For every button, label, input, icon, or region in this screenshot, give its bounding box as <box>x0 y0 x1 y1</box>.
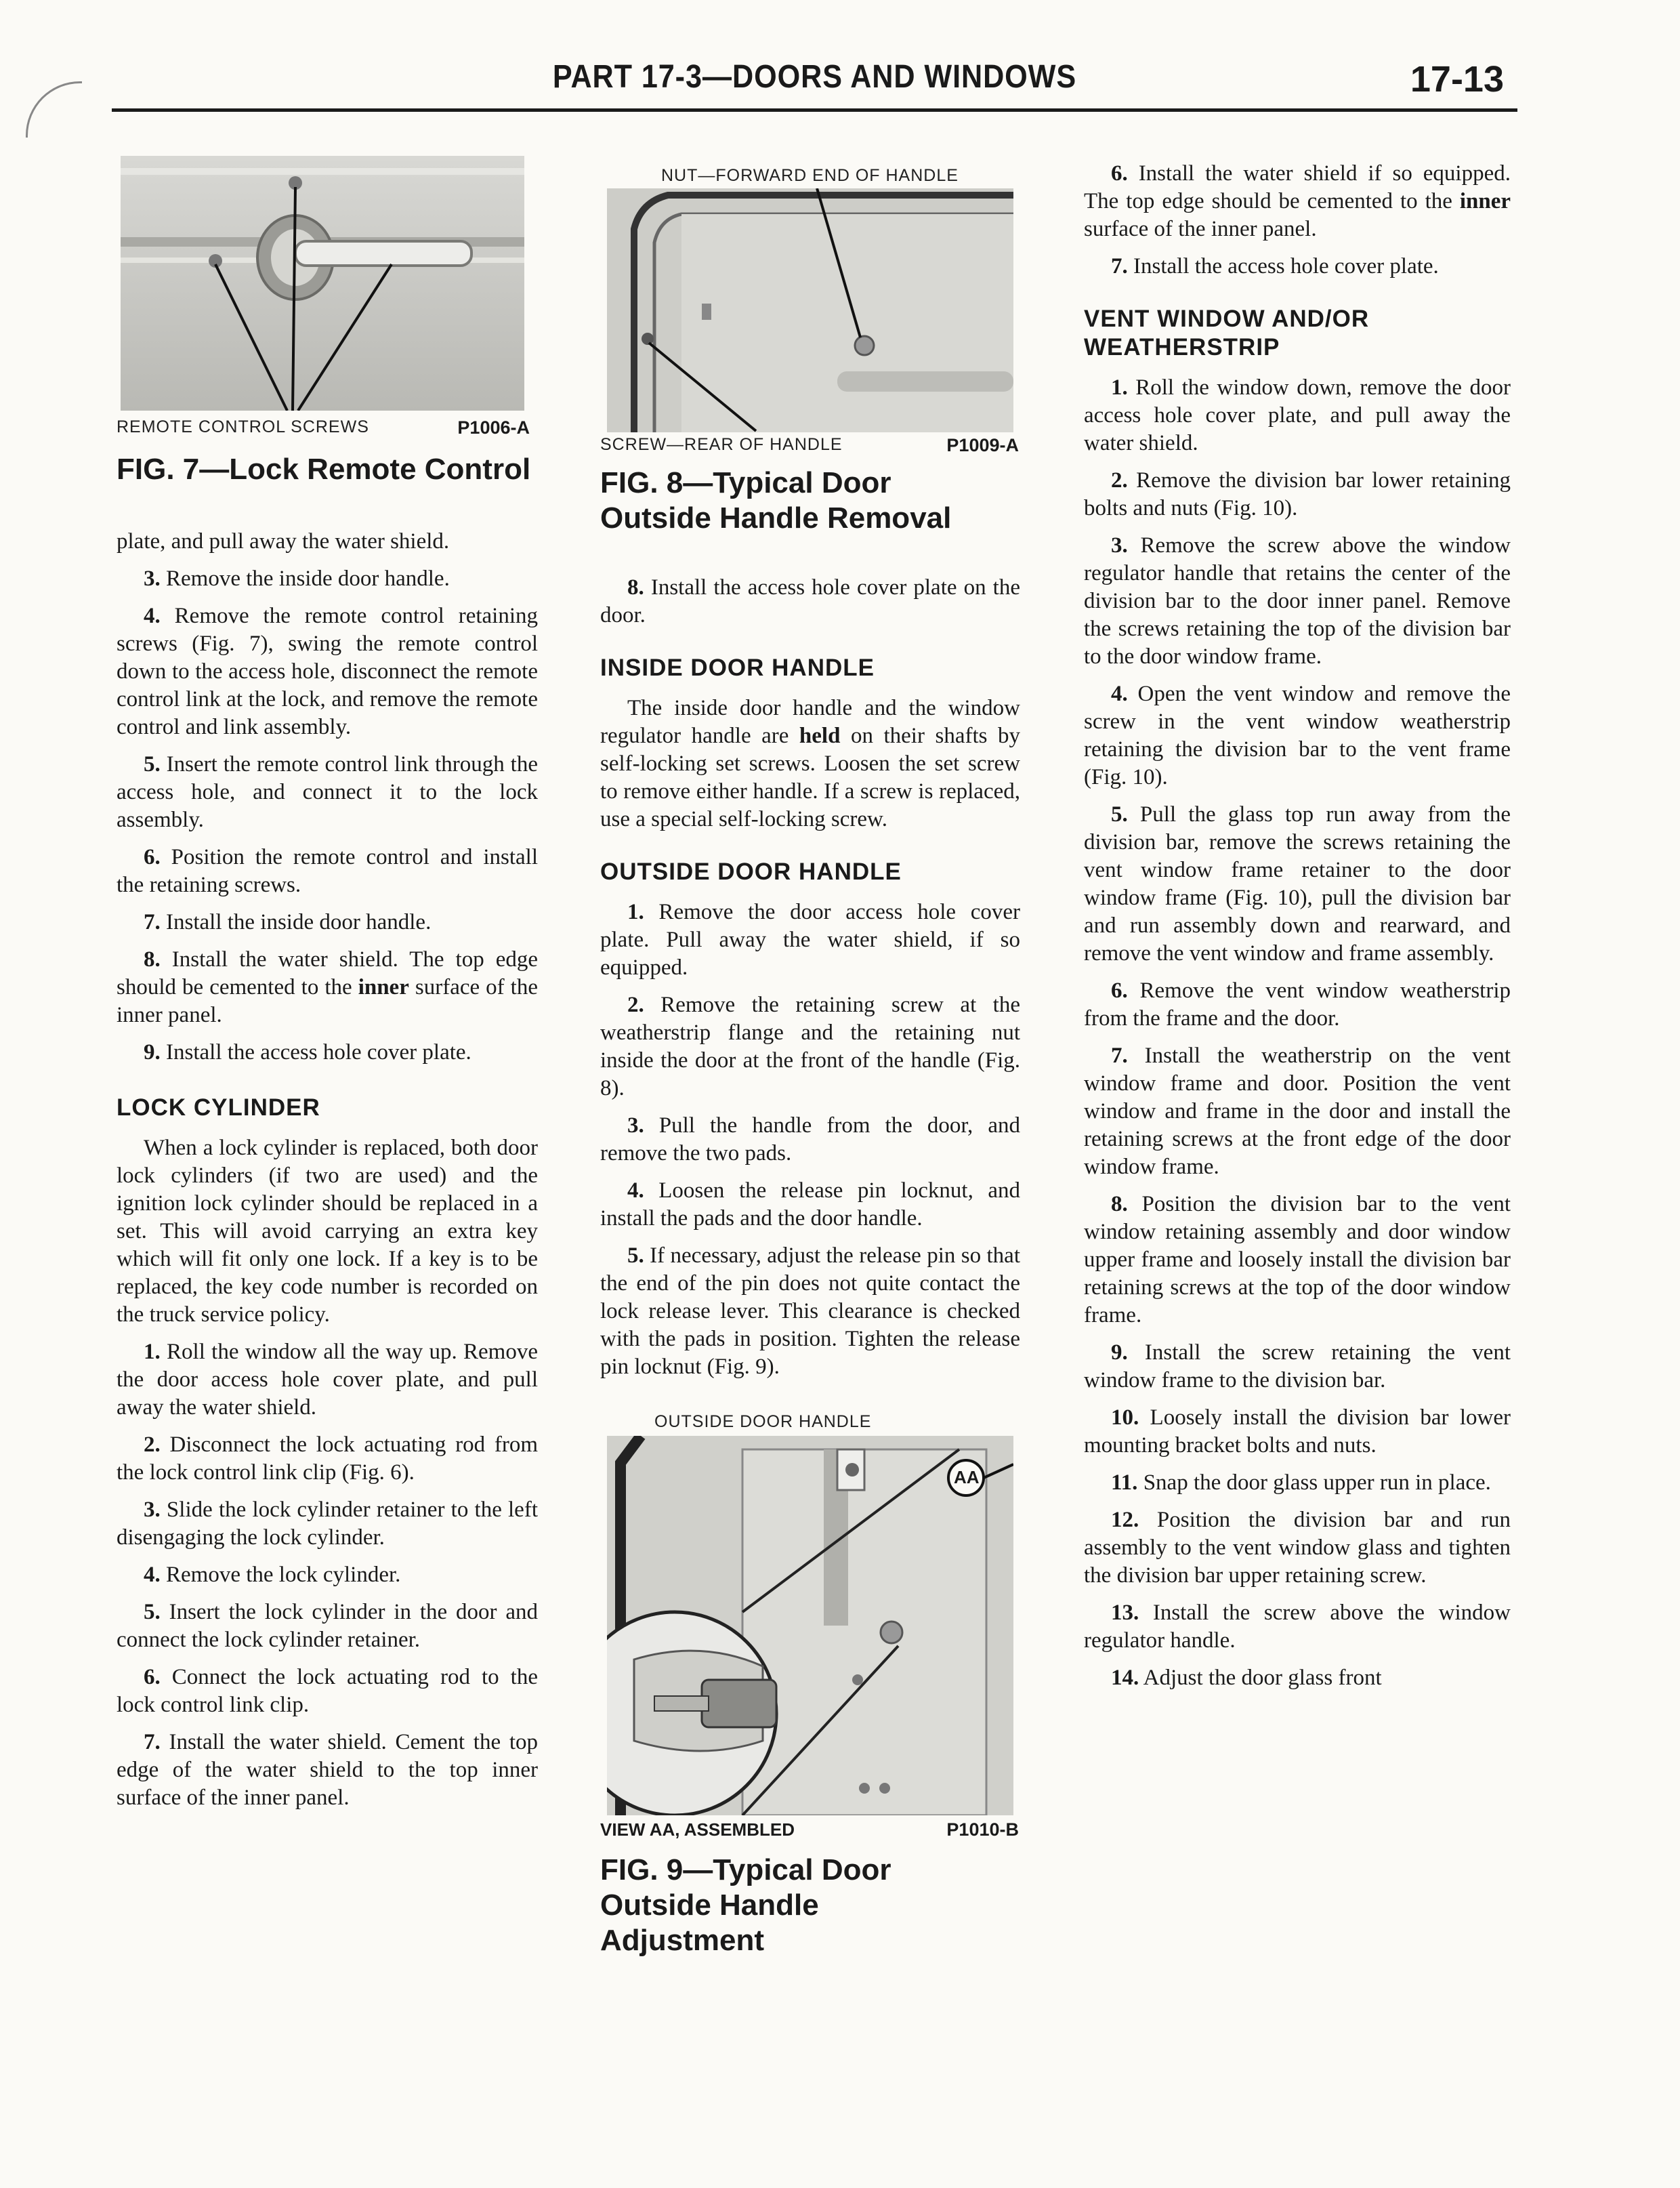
vent-step-10: 10. Loosely install the division bar lower mounting bracket bolts and nuts. <box>1084 1405 1511 1458</box>
vent-step-5: 5. Pull the glass top run away from the division bar, remove the screws retaining the vent window frame retainer to the door window frame (Fig. 10), pull the division bar and run assembly down and rearward, and remove the vent window and frame assembly. <box>1084 802 1511 966</box>
figure-9-caption: FIG. 9—Typical Door Outside Handle Adjustment <box>600 1853 891 1957</box>
figure-8 <box>600 166 1020 536</box>
figure-7-caption: FIG. 7—Lock Remote Control <box>117 453 531 486</box>
figure-9-callout: AA <box>954 1467 980 1487</box>
figure-8-bottom-label: SCREW—REAR OF HANDLE <box>600 435 843 454</box>
figure-9-bottom-label: VIEW AA, ASSEMBLED <box>600 1819 795 1840</box>
vent-step-8: 8. Position the division bar to the vent window retaining assembly and door window upper frame and loosely install the division bar retaining screws at the top of the door window frame. <box>1084 1192 1511 1327</box>
figure-8-caption: FIG. 8—Typical Door Outside Handle Removal <box>600 466 952 535</box>
page-title: PART 17-3—DOORS AND WINDOWS <box>552 59 1077 95</box>
col1-continued-text: plate, and pull away the water shield. <box>117 529 450 554</box>
figure-8-code: P1009-A <box>946 435 1019 455</box>
col1-step-3: 3. Remove the inside door handle. <box>144 566 450 591</box>
figure-9-code: P1010-B <box>946 1819 1019 1840</box>
col3-step-7: 7. Install the access hole cover plate. <box>1111 254 1439 278</box>
vent-step-4: 4. Open the vent window and remove the screw in the vent window weatherstrip retaining the division bar to the vent frame (Fig. 10). <box>1084 682 1511 789</box>
column-2 <box>600 166 1020 1979</box>
column-3 <box>1084 160 1511 1701</box>
vent-step-11: 11. Snap the door glass upper run in place. <box>1111 1470 1491 1495</box>
vent-step-7: 7. Install the weatherstrip on the vent window frame and door. Position the vent window and frame in the door and install the retaining screws at the front edge of the door window frame. <box>1084 1044 1511 1179</box>
col1-step-6: 6. Position the remote control and install the retaining screws. <box>117 845 538 897</box>
lock-step-5: 5. Insert the lock cylinder in the door and connect the lock cylinder retainer. <box>117 1600 538 1652</box>
figure-9-image <box>607 1436 1013 1815</box>
heading-inside-door-handle: INSIDE DOOR HANDLE <box>600 655 875 681</box>
header-rule <box>112 108 1517 112</box>
door-handle-adjustment-illustration <box>607 1436 1013 1815</box>
figure-8-image <box>607 188 1013 432</box>
inside-handle-text: The inside door handle and the window regulator handle are held on their shafts by self-locking set screws. Loosen the set screw to remove either handle. If a screw is replaced, use a special self-locking screw. <box>600 696 1020 831</box>
figure-8-top-label: NUT—FORWARD END OF HANDLE <box>661 166 959 185</box>
col1-step-4: 4. Remove the remote control retaining screws (Fig. 7), swing the remote control down to the access hole, disconnect the remote control link at the lock, and remove the remote control and link assembly. <box>117 604 538 739</box>
lock-remote-control-illustration <box>121 156 524 411</box>
lock-step-4: 4. Remove the lock cylinder. <box>144 1563 401 1587</box>
lock-step-7: 7. Install the water shield. Cement the top edge of the water shield to the top inner surface of the inner panel. <box>117 1730 538 1810</box>
lock-step-6: 6. Connect the lock actuating rod to the lock control link clip. <box>117 1665 538 1717</box>
outside-step-4: 4. Loosen the release pin locknut, and install the pads and the door handle. <box>600 1178 1020 1231</box>
vent-step-3: 3. Remove the screw above the window regulator handle that retains the center of the division bar to the door inner panel. Remove the screws retaining the top of the division bar to the door window frame. <box>1084 533 1511 669</box>
figure-9 <box>600 1412 1020 1958</box>
col1-step-5: 5. Insert the remote control link through the access hole, and connect it to the lock assembly. <box>117 752 538 832</box>
vent-step-9: 9. Install the screw retaining the vent window frame to the division bar. <box>1084 1340 1511 1392</box>
figure-7-code: P1006-A <box>457 417 530 438</box>
col1-step-9: 9. Install the access hole cover plate. <box>144 1040 471 1065</box>
figure-7-label: REMOTE CONTROL SCREWS <box>117 417 369 436</box>
heading-outside-door-handle: OUTSIDE DOOR HANDLE <box>600 859 902 885</box>
outside-step-3: 3. Pull the handle from the door, and remove the two pads. <box>600 1113 1020 1165</box>
page-number: 17-13 <box>1410 59 1504 100</box>
vent-step-1: 1. Roll the window down, remove the door access hole cover plate, and pull away the water shield. <box>1084 375 1511 455</box>
heading-vent-window: VENT WINDOW AND/OR WEATHERSTRIP <box>1084 306 1370 360</box>
outside-step-5: 5. If necessary, adjust the release pin so that the end of the pin does not quite contact the lock release lever. This clearance is checked with the pads in position. Tighten the release pin locknut (Fig. 9). <box>600 1243 1020 1379</box>
figure-7 <box>117 156 538 487</box>
outside-step-2: 2. Remove the retaining screw at the weatherstrip flange and the retaining nut inside the door at the front of the handle (Fig. 8). <box>600 993 1020 1100</box>
col1-step-7: 7. Install the inside door handle. <box>144 910 432 934</box>
lock-step-3: 3. Slide the lock cylinder retainer to the left disengaging the lock cylinder. <box>117 1498 538 1550</box>
outside-step-1: 1. Remove the door access hole cover plate. Pull away the water shield, if so equipped. <box>600 900 1020 980</box>
figure-9-top-label: OUTSIDE DOOR HANDLE <box>654 1412 872 1431</box>
vent-step-6: 6. Remove the vent window weatherstrip from the frame and the door. <box>1084 978 1511 1031</box>
lock-cylinder-intro: When a lock cylinder is replaced, both door lock cylinders (if two are used) and the ignition lock cylinder should be replaced in a set. This will avoid carrying an extra key which will fit only one lock. If a key is to be replaced, the key code number is recorded on the truck service policy. <box>117 1136 538 1327</box>
door-outside-handle-illustration <box>607 188 1013 432</box>
vent-step-12: 12. Position the division bar and run assembly to the vent window glass and tighten the division bar upper retaining screw. <box>1084 1508 1511 1588</box>
figure-7-image <box>121 156 524 411</box>
heading-lock-cylinder: LOCK CYLINDER <box>117 1094 320 1121</box>
vent-step-2: 2. Remove the division bar lower retaining bolts and nuts (Fig. 10). <box>1084 468 1511 520</box>
scan-corner-mark <box>26 81 82 138</box>
lock-step-1: 1. Roll the window all the way up. Remove the door access hole cover plate, and pull away the water shield. <box>117 1340 538 1420</box>
col1-step-8: 8. Install the water shield. The top edge should be cemented to the inner surface of the inner panel. <box>117 947 538 1027</box>
vent-step-13: 13. Install the screw above the window regulator handle. <box>1084 1601 1511 1653</box>
col2-step-8: 8. Install the access hole cover plate on the door. <box>600 575 1020 627</box>
vent-step-14: 14. Adjust the door glass front <box>1111 1666 1382 1690</box>
column-1 <box>117 156 538 1821</box>
page-header <box>112 58 1517 119</box>
lock-step-2: 2. Disconnect the lock actuating rod from the lock control link clip (Fig. 6). <box>117 1432 538 1485</box>
col3-step-6: 6. Install the water shield if so equipped. The top edge should be cemented to the inner surface of the inner panel. <box>1084 161 1511 241</box>
